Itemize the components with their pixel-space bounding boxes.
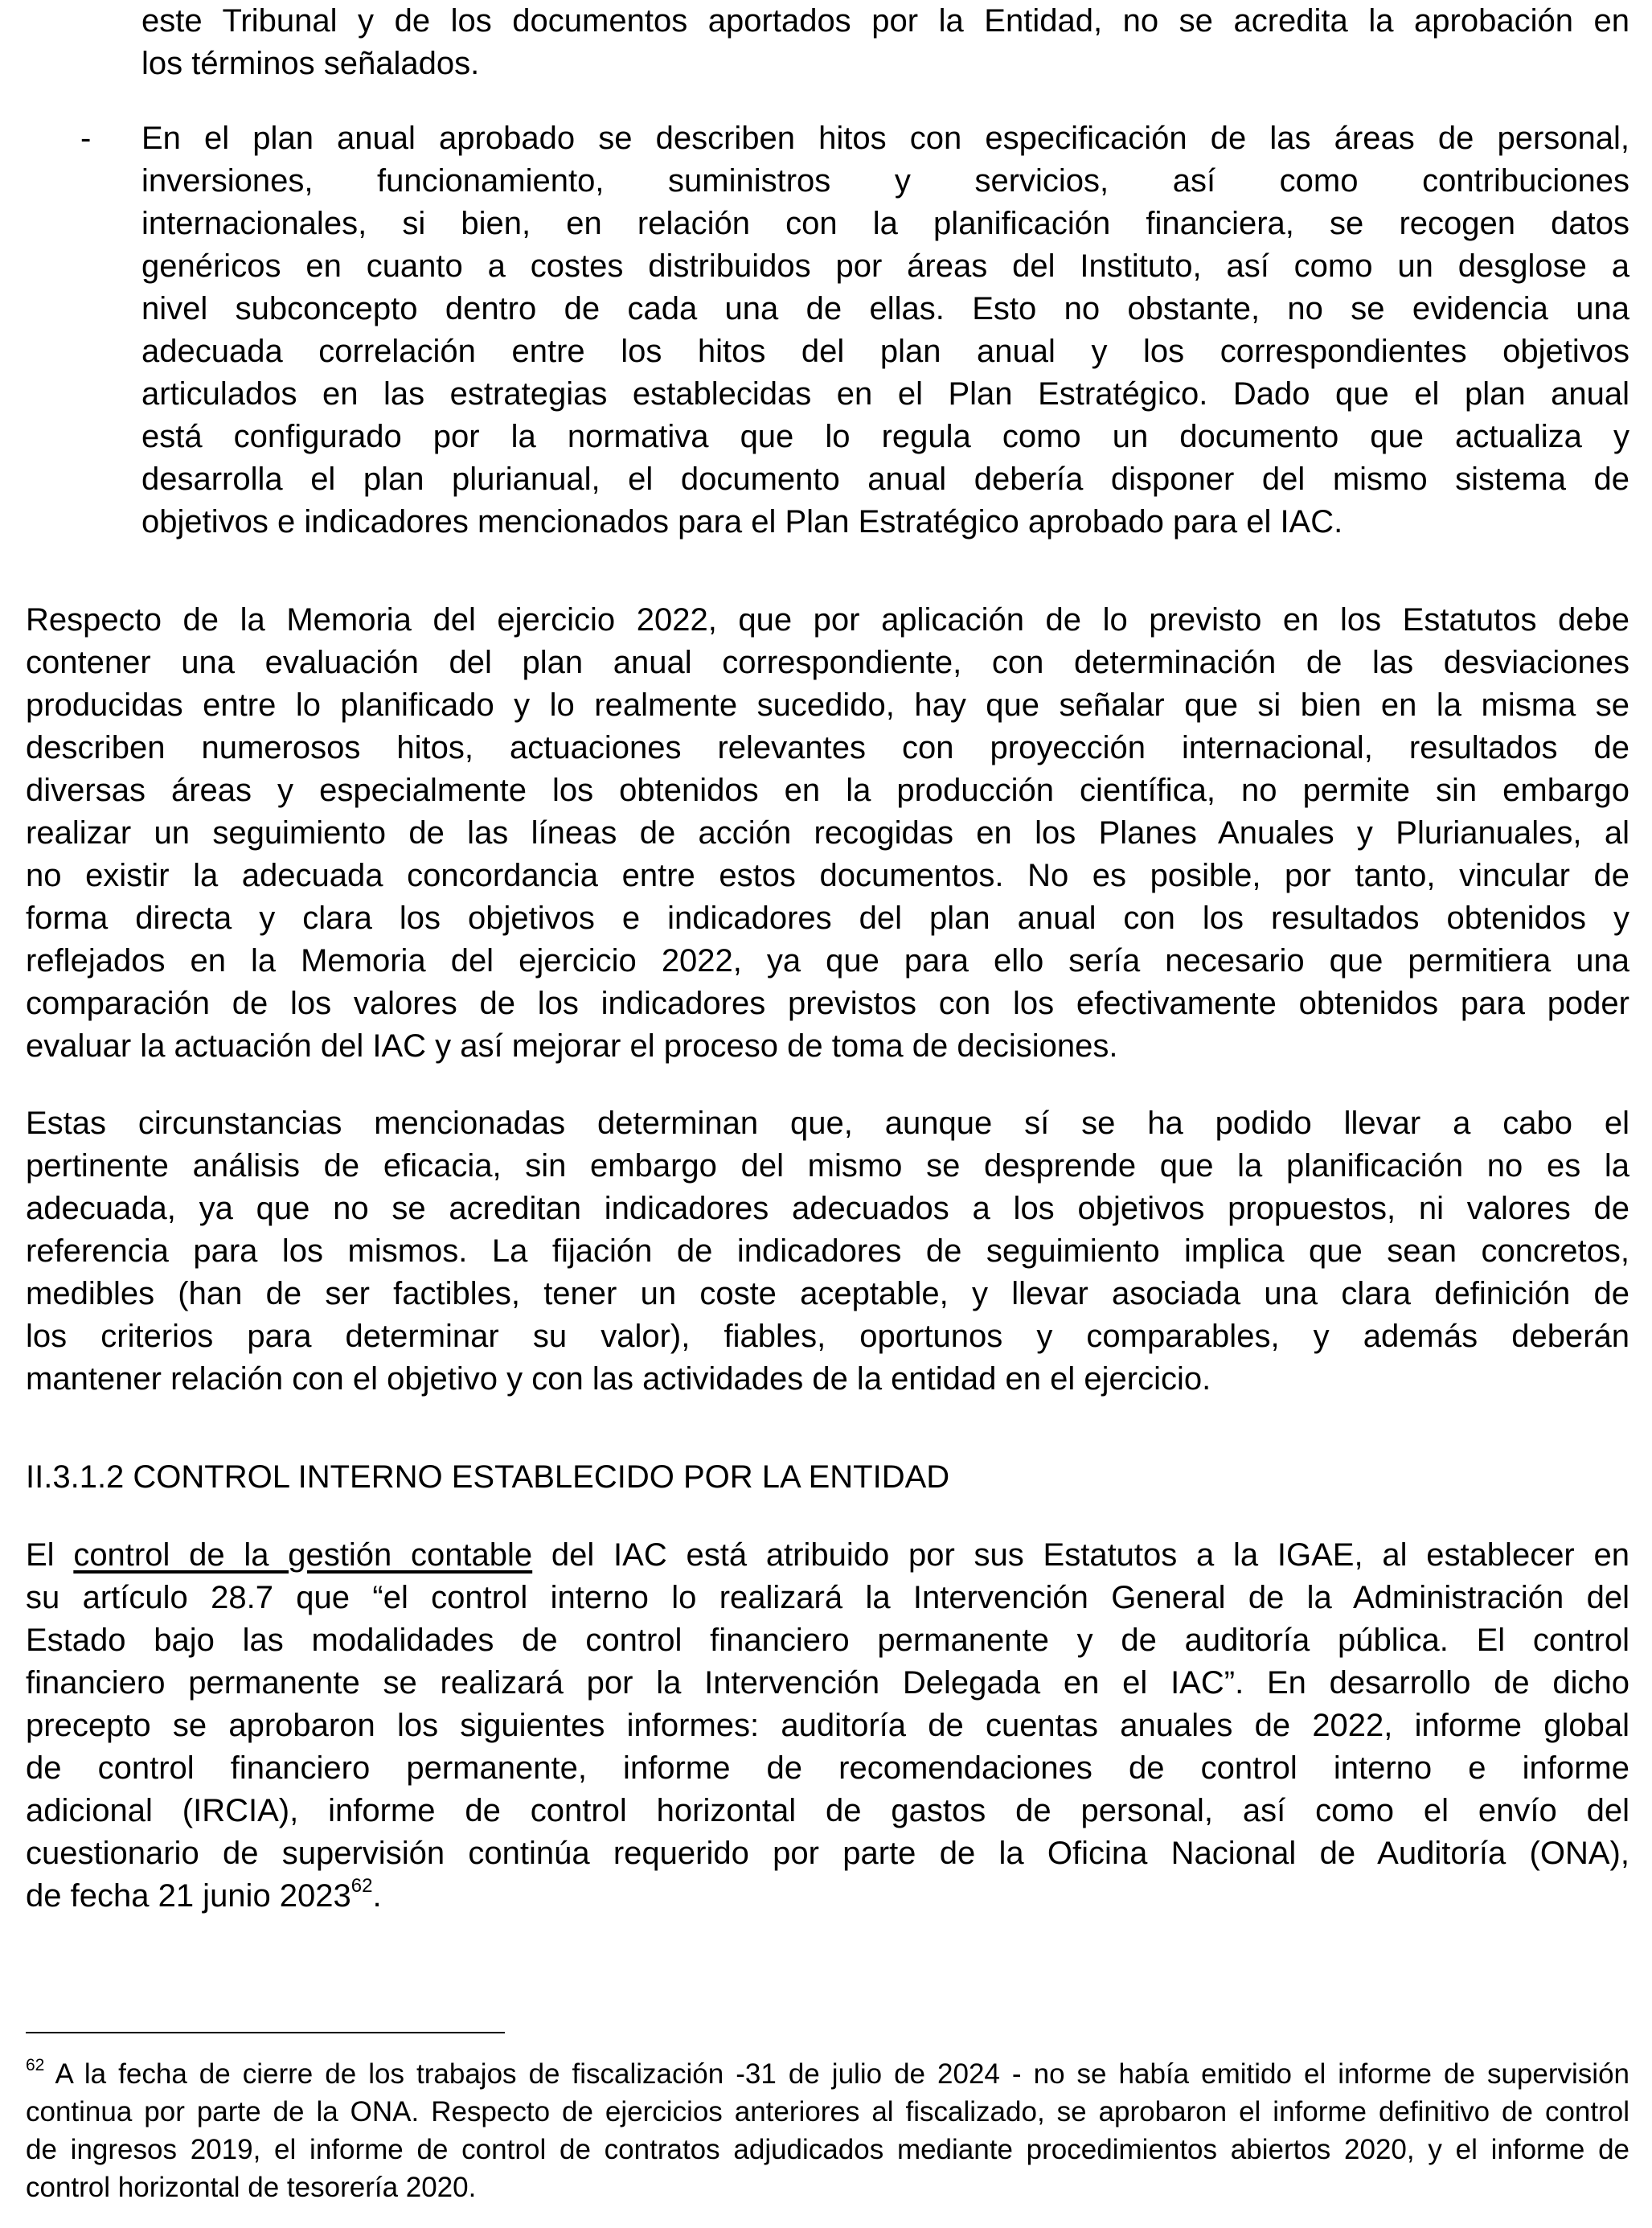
text-line: forma directa y clara los objetivos e indicadores del plan anual con los resultados obtenidos y (26, 901, 1629, 936)
bullet-continuation (141, 0, 1629, 85)
section-heading: II.3.1.2 CONTROL INTERNO ESTABLECIDO POR LA ENTIDAD (26, 1459, 950, 1495)
text-fragment: El (26, 1537, 74, 1573)
text-line: este Tribunal y de los documentos aportados por la Entidad, no se acredita la aprobación en (141, 3, 1629, 39)
text-line (26, 1875, 1629, 1918)
paragraph-control-interno (26, 1534, 1629, 1918)
text-line: diversas áreas y especialmente los obtenidos en la producción científica, no permite sin embargo (26, 773, 1629, 808)
text-line: articulados en las estrategias establecidas en el Plan Estratégico. Dado que el plan anual (141, 376, 1629, 412)
text-line: precepto se aprobaron los siguientes informes: auditoría de cuentas anuales de 2022, informe global (26, 1708, 1629, 1743)
text-line: de control financiero permanente, informe de recomendaciones de control interno e informe (26, 1750, 1629, 1786)
text-line: los términos señalados. (141, 46, 480, 81)
text-line: cuestionario de supervisión continúa requerido por parte de la Oficina Nacional de Auditoría (ONA), (26, 1836, 1629, 1871)
text-line: desarrolla el plan plurianual, el documento anual debería disponer del mismo sistema de (141, 462, 1629, 497)
text-line: referencia para los mismos. La fijación de indicadores de seguimiento implica que sean concretos, (26, 1233, 1629, 1269)
text-line: reflejados en la Memoria del ejercicio 2022, ya que para ello sería necesario que permitiera una (26, 943, 1629, 979)
text-line (26, 1534, 1629, 1577)
footnote (26, 2055, 1629, 2206)
text-line: internacionales, si bien, en relación con la planificación financiera, se recogen datos (141, 206, 1629, 241)
text-line: continua por parte de la ONA. Respecto de ejercicios anteriores al fiscalizado, se aprobaron el informe definitivo de control (26, 2096, 1629, 2127)
text-line: objetivos e indicadores mencionados para el Plan Estratégico aprobado para el IAC. (141, 504, 1343, 540)
text-line: adecuada, ya que no se acreditan indicadores adecuados a los objetivos propuestos, ni valores de (26, 1191, 1629, 1226)
paragraph-circunstancias (26, 1102, 1629, 1401)
underlined-term: control de la gestión contable (73, 1537, 533, 1573)
text-fragment: A la fecha de cierre de los trabajos de fiscalización -31 de julio de 2024 - no se había emitido el informe de supervisión (44, 2058, 1629, 2090)
text-fragment: de fecha 21 junio 2023 (26, 1878, 351, 1914)
text-line: En el plan anual aprobado se describen hitos con especificación de las áreas de personal, (141, 121, 1629, 156)
text-fragment: del IAC está atribuido por sus Estatutos a la IGAE, al establecer en (532, 1537, 1629, 1573)
text-line: nivel subconcepto dentro de cada una de ellas. Esto no obstante, no se evidencia una (141, 291, 1629, 326)
paragraph-memoria (26, 599, 1629, 1068)
text-line: genéricos en cuanto a costes distribuidos por áreas del Instituto, así como un desglose a (141, 248, 1629, 284)
text-line: comparación de los valores de los indicadores previstos con los efectivamente obtenidos para poder (26, 986, 1629, 1021)
bullet-paragraph (141, 117, 1629, 544)
text-line (26, 2055, 1629, 2093)
text-line: adicional (IRCIA), informe de control horizontal de gastos de personal, así como el envío del (26, 1793, 1629, 1828)
bullet-marker: - (80, 121, 92, 156)
text-line: Estado bajo las modalidades de control financiero permanente y de auditoría pública. El control (26, 1623, 1629, 1658)
text-line: pertinente análisis de eficacia, sin embargo del mismo se desprende que la planificación no es la (26, 1148, 1629, 1184)
footnote-reference[interactable]: 62 (350, 1875, 373, 1897)
text-line: producidas entre lo planificado y lo realmente sucedido, hay que señalar que si bien en la misma se (26, 687, 1629, 723)
text-line: inversiones, funcionamiento, suministros y servicios, así como contribuciones (141, 163, 1629, 199)
footnote-separator (26, 2032, 505, 2033)
text-line: financiero permanente se realizará por la Intervención Delegada en el IAC”. En desarrollo de dicho (26, 1665, 1629, 1701)
text-line: su artículo 28.7 que “el control interno lo realizará la Intervención General de la Administración del (26, 1580, 1629, 1615)
text-line: no existir la adecuada concordancia entre estos documentos. No es posible, por tanto, vincular de (26, 858, 1629, 893)
text-line: de ingresos 2019, el informe de control de contratos adjudicados mediante procedimientos abiertos 2020, y el informe de (26, 2134, 1629, 2165)
text-line: contener una evaluación del plan anual correspondiente, con determinación de las desviaciones (26, 645, 1629, 680)
text-line: control horizontal de tesorería 2020. (26, 2172, 477, 2203)
text-line: está configurado por la normativa que lo regula como un documento que actualiza y (141, 419, 1629, 454)
text-line: mantener relación con el objetivo y con las actividades de la entidad en el ejercicio. (26, 1361, 1211, 1397)
text-line: los criterios para determinar su valor), fiables, oportunos y comparables, y además deberán (26, 1319, 1629, 1354)
text-line: evaluar la actuación del IAC y así mejorar el proceso de toma de decisiones. (26, 1028, 1118, 1064)
text-line: realizar un seguimiento de las líneas de acción recogidas en los Planes Anuales y Plurianuales, al (26, 815, 1629, 851)
text-line: describen numerosos hitos, actuaciones relevantes con proyección internacional, resultados de (26, 730, 1629, 765)
footnote-number: 62 (26, 2056, 45, 2074)
text-line: adecuada correlación entre los hitos del plan anual y los correspondientes objetivos (141, 334, 1629, 369)
text-line: Estas circunstancias mencionadas determinan que, aunque sí se ha podido llevar a cabo el (26, 1106, 1629, 1141)
text-line: Respecto de la Memoria del ejercicio 2022, que por aplicación de lo previsto en los Estatutos debe (26, 602, 1629, 638)
text-fragment: . (372, 1878, 382, 1914)
text-line: medibles (han de ser factibles, tener un coste aceptable, y llevar asociada una clara definición de (26, 1276, 1629, 1311)
